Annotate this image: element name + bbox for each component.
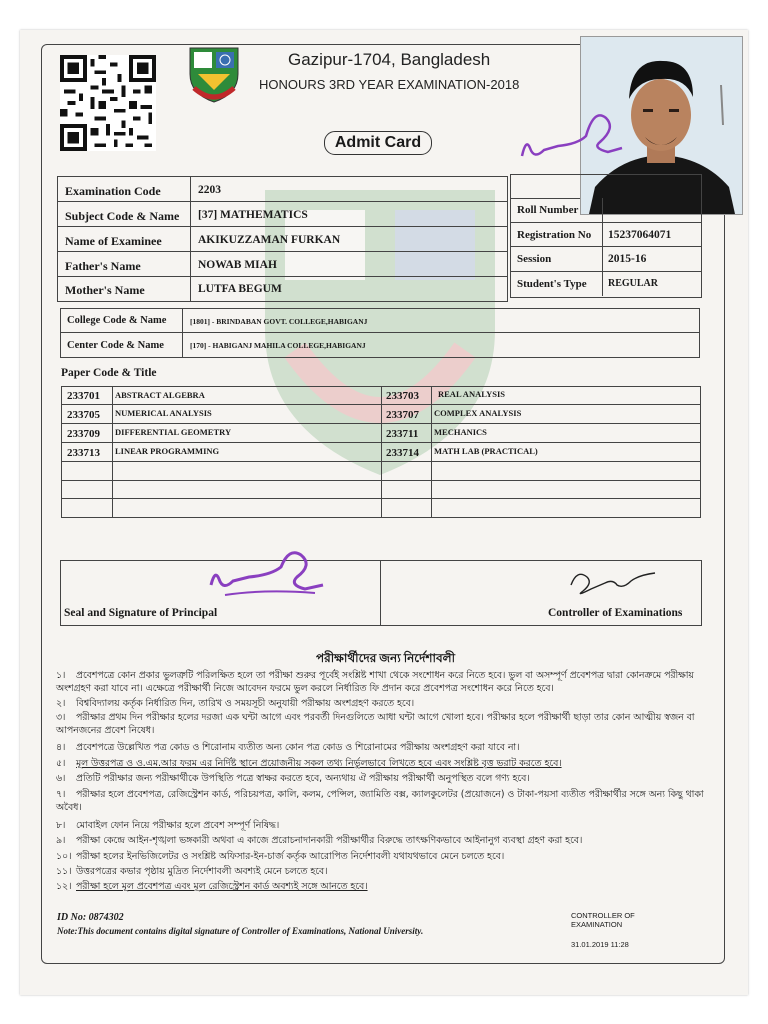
qr-code: [57, 55, 159, 151]
admit-card-title: Admit Card: [324, 131, 432, 155]
paper-title: COMPLEX ANALYSIS: [434, 408, 522, 418]
paper-code: 233713: [67, 447, 100, 459]
paper-code: 233701: [67, 390, 100, 402]
instruction-item: ১২। পরীক্ষা হলে মূল প্রবেশপত্র এবং মূল রেজিস্ট্রেশন কার্ড অবশ্যই সঙ্গে আনতে হবে।: [56, 881, 368, 892]
registration-no-value: 15237064071: [608, 229, 672, 241]
instruction-item: ৭। পরীক্ষার হলে প্রবেশপত্র, রেজিস্ট্রেশন কার্ড, পরিচয়পত্র, কালি, কলম, পেন্সিল, জ্যামিতি বক্স, ক্যালকুলেটর (প্রয়োজনে) ও টাকা-পয়সা ব্যতীত পরীক্ষার্থীর সঙ্গে অন্য কিছু থাকা অবৈধ।: [56, 789, 704, 813]
paper-code: 233703: [386, 390, 419, 402]
session-label: Session: [517, 253, 552, 265]
paper-title: DIFFERENTIAL GEOMETRY: [115, 427, 232, 437]
mother-name-value: LUTFA BEGUM: [198, 283, 282, 295]
paper-title: MECHANICS: [434, 427, 487, 437]
paper-code: 233705: [67, 409, 100, 421]
instruction-item: ১। প্রবেশপত্রে কোন প্রকার ভুলত্রুটি পরিলক্ষিত হলে তা পরীক্ষা শুরুর পূর্বেই সংশ্লিষ্ট শাখা থেকে সংশোধন করে নিতে হবে। ভুল বা অসম্পূর্ণ প্রবেশপত্র দ্বারা কোনক্রমে পরীক্ষায় অংশগ্রহণ করা যাবে না। এক্ষেত্রে পরীক্ষার্থী নিজে আবেদন ফরমে ভুল করলে নির্ধারিত ফি প্রদান করে প্রবেশপত্র সংশোধন করে নিতে হবে।: [56, 670, 694, 694]
paper-code: 233714: [386, 447, 419, 459]
issue-datetime: 31.01.2019 11:28: [571, 940, 629, 949]
controller-stamp: CONTROLLER OF EXAMINATION: [571, 911, 635, 929]
controller-signature-label: Controller of Examinations: [548, 607, 683, 619]
center-code-label: Center Code & Name: [67, 340, 164, 351]
instructions-title: পরীক্ষার্থীদের জন্য নির্দেশাবলী: [316, 651, 456, 665]
father-name-label: Father's Name: [65, 259, 141, 273]
instruction-item: ৬। প্রতিটি পরীক্ষার জন্য পরীক্ষার্থীকে উপস্থিতি পত্রে স্বাক্ষর করতে হবে, অন্যথায় ঐ পরীক্ষায় পরীক্ষার্থী অনুপস্থিত বলে গণ্য হবে।: [56, 773, 530, 784]
father-name-value: NOWAB MIAH: [198, 259, 277, 271]
session-value: 2015-16: [608, 253, 647, 265]
digital-signature-note: Note:This document contains digital signature of Controller of Examinations, National University.: [57, 926, 424, 936]
registration-no-label: Registration No: [517, 229, 592, 241]
examinee-name-label: Name of Examinee: [65, 234, 162, 248]
college-code-value: [1801] - BRINDABAN GOVT. COLLEGE,HABIGANJ: [190, 317, 368, 326]
student-type-value: REGULAR: [608, 278, 659, 289]
mother-name-label: Mother's Name: [65, 283, 145, 297]
instruction-item: ৩। পরীক্ষার প্রথম দিন পরীক্ষার হলের দরজা এক ঘন্টা আগে এবং পরবর্তী দিনগুলিতে আধা ঘন্টা আগে খোলা হবে। পরীক্ষার হলে পরীক্ষার্থী ছাড়া তার কোন আত্মীয় স্বজন বা আপনজনের প্রবেশ নিষেধ।: [56, 712, 695, 736]
university-location: Gazipur-1704, Bangladesh: [288, 50, 491, 69]
exam-title: HONOURS 3RD YEAR EXAMINATION-2018: [259, 77, 520, 92]
instruction-item: ২। বিশ্ববিদ্যালয় কর্তৃক নির্ধারিত দিন, তারিখ ও সময়সূচী অনুযায়ী পরীক্ষায় অংশগ্রহণ করতে হবে।: [56, 698, 415, 709]
paper-title: LINEAR PROGRAMMING: [115, 446, 220, 456]
document-id: ID No: 0874302: [57, 912, 124, 923]
instruction-item: ৯। পরীক্ষা কেন্দ্রে আইন-শৃঙ্খলা ভঙ্গকারী অথবা এ কাজে প্ররোচনাদানকারী পরীক্ষার্থীর বিরুদ্ধে তাৎক্ষণিকভাবে আইনানুগ ব্যবস্থা গ্রহণ করা হবে।: [56, 835, 583, 846]
paper-title: ABSTRACT ALGEBRA: [115, 390, 205, 400]
paper-title: MATH LAB (PRACTICAL): [434, 446, 538, 456]
instruction-item: ১০। পরীক্ষা হলের ইনভিজিলেটর ও সংশ্লিষ্ট অফিসার-ইন-চার্জ কর্তৃক আরোপিত নির্দেশাবলী যথাযথভাবে মেনে চলতে হবে।: [56, 851, 505, 862]
principal-signature: [205, 545, 330, 605]
exam-code-label: Examination Code: [65, 184, 161, 198]
exam-code-value: 2203: [198, 184, 221, 196]
paper-title: NUMERICAL ANALYSIS: [115, 408, 212, 418]
center-code-value: [170] - HABIGANJ MAHILA COLLEGE,HABIGANJ: [190, 341, 366, 350]
subject-label: Subject Code & Name: [65, 209, 180, 223]
principal-signature-label: Seal and Signature of Principal: [64, 607, 218, 619]
student-type-label: Student's Type: [517, 278, 587, 290]
paper-section-title: Paper Code & Title: [61, 367, 157, 379]
roll-number-label: Roll Number: [517, 204, 579, 216]
subject-value: [37] MATHEMATICS: [198, 209, 308, 221]
paper-code: 233711: [386, 428, 419, 440]
instruction-item: ৪। প্রবেশপত্রে উল্লেখিত পত্র কোড ও শিরোনাম ব্যতীত অন্য কোন পত্র কোড ও শিরোনামের পরীক্ষায় অংশগ্রহণ করা যাবে না।: [56, 742, 520, 753]
examinee-name-value: AKIKUZZAMAN FURKAN: [198, 234, 341, 246]
instruction-item: ৮। মোবাইল ফোন নিয়ে পরীক্ষার হলে প্রবেশ সম্পূর্ণ নিষিদ্ধ।: [56, 820, 280, 831]
college-code-label: College Code & Name: [67, 315, 167, 326]
controller-signature: [565, 565, 660, 601]
instruction-item: ১১। উত্তরপত্রের কভার পৃষ্ঠায় মুদ্রিত নির্দেশাবলী অবশ্যই মেনে চলতে হবে।: [56, 866, 328, 877]
paper-code: 233707: [386, 409, 419, 421]
registrar-signature: [518, 98, 628, 168]
university-logo: [186, 44, 242, 104]
instruction-item: ৫। মূল উত্তরপত্র ও ও.এম.আর ফরম এর নির্দিষ্ট স্থানে প্রয়োজনীয় সকল তথ্য নির্ভুলভাবে লিখতে হবে এবং সংশ্লিষ্ট বৃত্ত ভরাট করতে হবে।: [56, 758, 562, 769]
paper-title: REAL ANALYSIS: [438, 389, 506, 399]
paper-code: 233709: [67, 428, 100, 440]
